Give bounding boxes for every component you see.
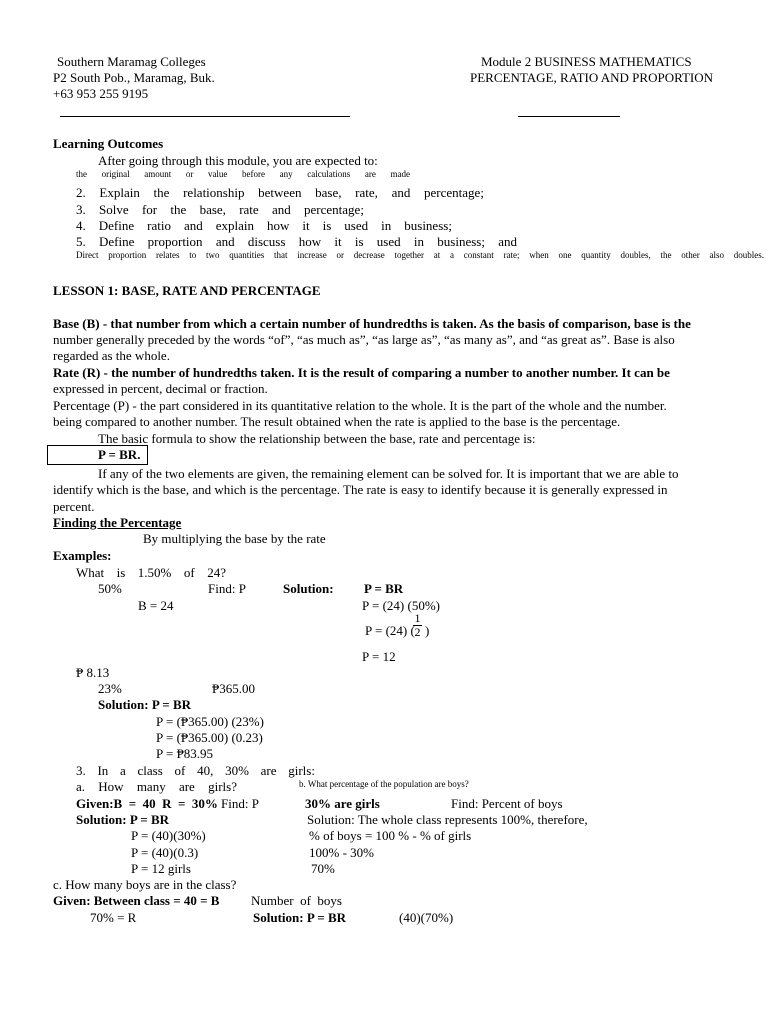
examples-label: Examples: [53,548,112,563]
word: in [381,218,392,233]
example-1-step-2: P = (24) ( [365,623,415,638]
example-3-part-c-solution: Solution: P = BR [253,910,347,925]
word: how [298,234,322,249]
example-3-part-c-number: Number of boys [251,893,342,908]
header-rule-right [518,116,620,117]
word: the [76,169,87,179]
module-title: Module 2 BUSINESS MATHEMATICS [481,54,692,69]
fraction-numerator: 1 [414,611,421,625]
word: any [279,169,293,179]
word: made [390,169,410,179]
word: 1.50% [137,565,172,580]
example-3-solution-b: Solution: The whole class represents 100%, therefore, [307,812,588,827]
school-name: Southern Maramag Colleges [57,54,206,69]
example-1-step-1: P = (24) (50%) [362,598,440,613]
word: quantities [229,250,265,260]
outcome-item-4 [76,218,452,234]
outcome-item-3 [76,202,364,218]
word: 3. [76,763,86,778]
word: business; [437,234,485,249]
example-2-solution: Solution: P = BR [98,697,192,712]
word: at [433,250,441,260]
example-2-base: ₱365.00 [212,681,255,696]
header-rule-left [60,116,350,117]
word: of [183,565,195,580]
word: constant [463,250,494,260]
word: base, [199,202,226,217]
word: is [322,218,332,233]
word: or [185,169,194,179]
outcomes-small-line-2 [76,250,764,261]
word: increase [297,250,327,260]
word: girls? [208,779,237,794]
word: decrease [353,250,385,260]
example-3-step-2: P = (40)(0.3) [131,845,199,860]
word: in [413,234,425,249]
example-1-base: B = 24 [138,598,174,613]
school-phone: +63 953 255 9195 [53,86,149,101]
example-1-solution-label: Solution: [283,581,334,596]
example-2-amount: ₱ 8.13 [76,665,110,680]
rate-definition: Rate (R) - the number of hundredths taken. It is the result of comparing a number to another number. It can be [53,365,670,380]
base-definition-line-3: regarded as the whole. [53,348,170,363]
word: 2. [76,185,86,200]
example-3-find: Find: P [221,796,259,811]
word: Solve [99,202,129,217]
word: relationship [183,185,245,200]
example-2-answer: P = ₱83.95 [156,746,214,761]
word: is [116,565,126,580]
example-3-b-step-1: % of boys = 100 % - % of girls [309,828,472,843]
formula-intro: The basic formula to show the relationship between the base, rate and percentage is: [98,431,536,446]
word: doubles, [620,250,651,260]
note-line-3: percent. [53,499,95,514]
example-3-find-percent: Find: Percent of boys [451,796,563,811]
module-topic: PERCENTAGE, RATIO AND PROPORTION [470,70,714,85]
percentage-definition: Percentage (P) - the part considered in its quantitative relation to the whole. It is the part of the whole and the number. [53,398,667,413]
example-3-part-c-rate: 70% = R [90,910,137,925]
word: value [207,169,228,179]
word: business; [404,218,452,233]
word: girls: [288,763,315,778]
word: and [215,234,235,249]
word: 40, [197,763,214,778]
word: it [302,218,310,233]
word: doubles. [733,250,764,260]
word: explain [215,218,254,233]
note-line-2: identify which is the base, and which is the percentage. The rate is easy to identify because it is generally expressed in [53,482,668,497]
word: many [136,779,166,794]
word: used [376,234,401,249]
word: 5. [76,234,86,249]
word: rate; [503,250,520,260]
word: the [153,185,170,200]
example-1-fraction [413,612,422,639]
word: other [681,250,700,260]
basic-formula: P = BR. [98,447,141,462]
word: are [178,779,195,794]
example-3-given: Given:B = 40 R = 30% [76,796,218,811]
outcome-item-2 [76,185,484,201]
word: one [558,250,572,260]
word: proportion [108,250,147,260]
word: are [260,763,277,778]
example-3-part-c-question: c. How many boys are in the class? [53,877,237,892]
finding-percentage-heading: Finding the Percentage [53,515,182,530]
word: two [206,250,220,260]
word: the [170,202,187,217]
word: to [189,250,197,260]
word: Direct [76,250,99,260]
word: it [334,234,342,249]
word: and [271,202,291,217]
word: percentage; [424,185,484,200]
word: quantity [581,250,611,260]
base-definition-line-2: number generally preceded by the words “of”, “as much as”, “as large as”, “as many as”, and “as great as”. Base is also [53,332,675,347]
example-1-find: Find: P [208,581,246,596]
word: rate [239,202,259,217]
word: 30% [225,763,249,778]
word: amount [144,169,172,179]
example-3-b-answer: 70% [311,861,335,876]
word: or [336,250,344,260]
word: Explain [99,185,140,200]
outcome-item-5 [76,234,517,250]
example-3-part-c-step: (40)(70%) [399,910,454,925]
word: and [391,185,411,200]
word: is [354,234,364,249]
word: percentage; [304,202,364,217]
note-line-1: If any of the two elements are given, the remaining element can be solved for. It is important that we are able to [98,466,679,481]
word: 4. [76,218,86,233]
word: relates [156,250,180,260]
word: and [498,234,517,249]
word: also [709,250,724,260]
word: proportion [147,234,203,249]
word: for [141,202,158,217]
word: 24? [207,565,226,580]
bullet-text: By multiplying the base by the rate [143,531,326,546]
word: original [101,169,130,179]
example-3-question [76,763,315,779]
outcomes-small-line-1 [76,169,410,180]
word: together [394,250,424,260]
example-2-step-1: P = (₱365.00) (23%) [156,714,264,729]
word: and [183,218,203,233]
word: a [120,763,126,778]
example-3-part-b-question: b. What percentage of the population are boys? [299,779,469,789]
word: a. [76,779,86,794]
word: How [98,779,124,794]
word: how [267,218,290,233]
example-2-step-2: P = (₱365.00) (0.23) [156,730,263,745]
example-3-girls: 30% are girls [305,796,380,811]
example-3-part-c-given: Given: Between class = 40 = B [53,893,220,908]
word: Define [98,218,135,233]
example-3-b-step-2: 100% - 30% [309,845,374,860]
word: the [660,250,672,260]
school-address: P2 South Pob., Maramag, Buk. [53,70,215,85]
example-1-formula: P = BR [364,581,404,596]
percentage-definition-line-2: being compared to another number. The result obtained when the rate is applied to the base is the percentage. [53,414,621,429]
example-1-step-2-close: ) [425,623,430,638]
word: discuss [247,234,286,249]
example-3-step-1: P = (40)(30%) [131,828,206,843]
example-3-part-a [76,779,237,795]
word: that [274,250,288,260]
word: calculations [307,169,351,179]
base-definition: Base (B) - that number from which a certain number of hundredths is taken. As the basis of comparison, base is the [53,316,691,331]
word: are [364,169,376,179]
example-2-rate: 23% [98,681,122,696]
word: between [258,185,302,200]
word: base, [315,185,342,200]
word: used [344,218,369,233]
word: before [242,169,266,179]
word: In [97,763,109,778]
example-1-answer: P = 12 [362,649,396,664]
word: a [449,250,454,260]
word: of [174,763,186,778]
word: ratio [147,218,171,233]
word: What [76,565,105,580]
lesson-title: LESSON 1: BASE, RATE AND PERCENTAGE [53,283,321,298]
word: 3. [76,202,86,217]
word: class [137,763,163,778]
word: Define [99,234,135,249]
rate-definition-line-2: expressed in percent, decimal or fraction. [53,381,268,396]
fraction-denominator: 2 [414,625,421,639]
outcomes-intro: After going through this module, you are expected to: [98,153,378,168]
example-1-rate: 50% [98,581,122,596]
example-3-step-3: P = 12 girls [131,861,191,876]
outcomes-heading: Learning Outcomes [53,136,164,151]
example-1-question [76,565,226,581]
example-3-solution: Solution: P = BR [76,812,170,827]
word: when [529,250,549,260]
word: rate, [355,185,378,200]
